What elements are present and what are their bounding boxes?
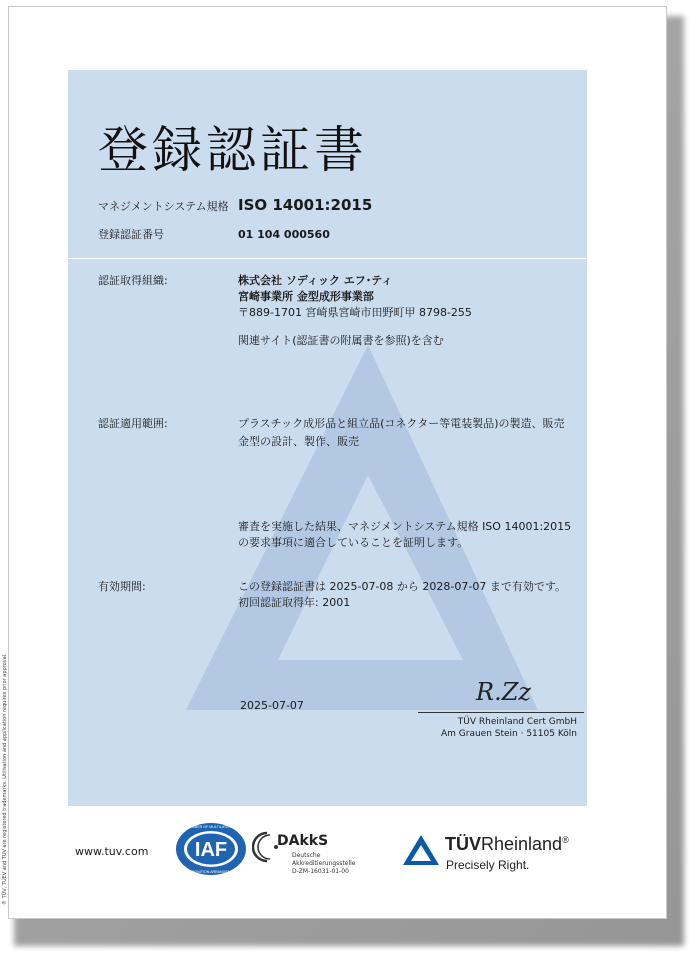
- holder-address: 〒889-1701 宮崎県宮崎市田野町甲 8798-255: [238, 306, 472, 319]
- holder-line: 株式会社 ソディック エフ･ティ: [238, 274, 393, 287]
- first-certification-year: 初回認証取得年: 2001: [238, 596, 351, 609]
- holder-line: 宮崎事業所 金型成形事業部: [238, 290, 374, 303]
- tuv-brand: [445, 834, 569, 855]
- iaf-ring-bottom: RECOGNITION ARRANGEMENT: [183, 870, 239, 874]
- issuer-name: TÜV Rheinland Cert GmbH: [457, 717, 577, 727]
- standard-label: マネジメントシステム規格: [98, 200, 229, 213]
- scope-line: 金型の設計、製作、販売: [238, 435, 359, 448]
- tuv-brand-bold: TÜV: [445, 834, 481, 854]
- statement-line: の要求事項に適合していることを証明します。: [238, 536, 469, 549]
- registration-number-value: 01 104 000560: [238, 228, 330, 241]
- dakks-line: D-ZM-16031-01-00: [292, 868, 349, 875]
- registered-mark: ®: [562, 835, 569, 845]
- website-link[interactable]: www.tuv.com: [75, 845, 149, 858]
- signature-line: [418, 712, 584, 713]
- issue-date: 2025-07-07: [240, 699, 304, 712]
- related-sites-note: 関連サイト(認証書の附属書を参照)を含む: [238, 334, 444, 347]
- section-divider: [68, 258, 587, 259]
- validity-label: 有効期間:: [98, 580, 146, 593]
- scope-label: 認証適用範囲:: [98, 417, 168, 430]
- iaf-logo: [174, 820, 248, 878]
- registration-number-label: 登録認証番号: [98, 228, 164, 241]
- legal-notice: ® TÜV, TUEV and TUV are registered trademarks. Utilisation and application requires prior approval.: [2, 653, 8, 905]
- dakks-line: Deutsche: [292, 852, 321, 859]
- holder-label: 認証取得組織:: [98, 274, 168, 287]
- validity-line: この登録認証書は 2025-07-08 から 2028-07-07 まで有効です。: [238, 580, 566, 593]
- scope-line: プラスチック成形品と組立品(コネクター等電装製品)の製造、販売: [238, 417, 565, 430]
- tuv-brand-rest: Rheinland: [481, 834, 563, 854]
- dakks-name: DAkkS: [277, 833, 329, 849]
- standard-value: ISO 14001:2015: [238, 196, 373, 214]
- iaf-ring-top: MEMBER OF MULTILATERAL: [186, 825, 236, 829]
- statement-line: 審査を実施した結果、マネジメントシステム規格 ISO 14001:2015: [238, 520, 572, 533]
- tuv-triangle-icon: [402, 834, 440, 866]
- page-title: 登録認証書: [98, 121, 368, 179]
- certificate-panel: [68, 70, 587, 806]
- tuv-slogan: Precisely Right.: [446, 858, 530, 872]
- certificate-page: [8, 6, 667, 919]
- issuer-address: Am Grauen Stein · 51105 Köln: [440, 729, 577, 739]
- dakks-line: Akkreditierungsstelle: [292, 860, 356, 867]
- iaf-text: IAF: [194, 839, 228, 861]
- signature: R.Zz: [476, 678, 532, 706]
